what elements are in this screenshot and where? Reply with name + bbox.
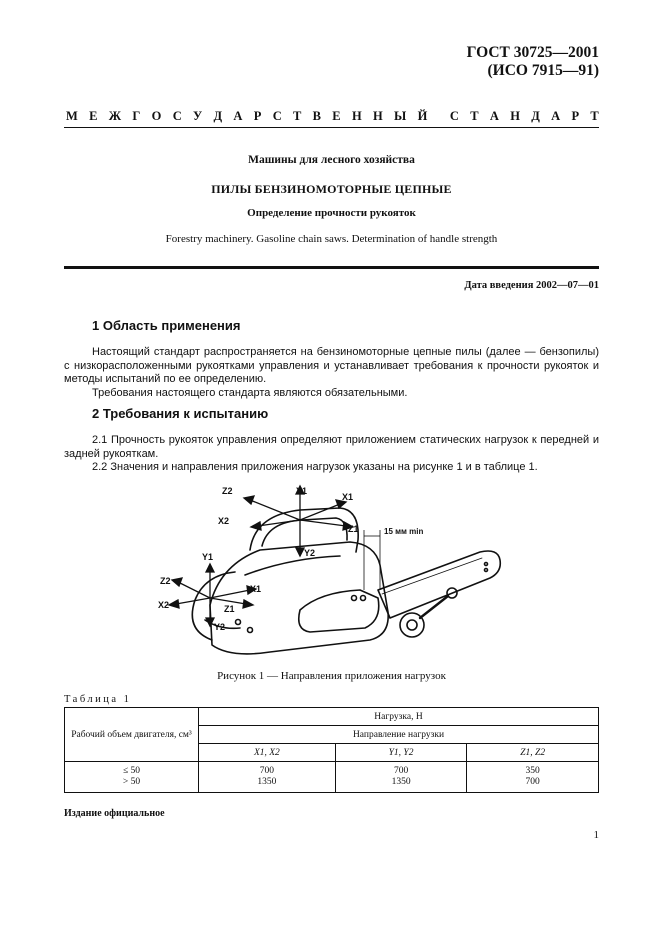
section-1-body <box>64 346 599 400</box>
guide-bar <box>378 551 500 618</box>
label-z2-rear: Z2 <box>160 576 171 586</box>
y-values: 700 1350 <box>335 762 467 793</box>
header-load: Нагрузка, Н <box>199 708 599 726</box>
chain-saw-figure <box>150 480 510 665</box>
iso-number: (ИСО 7915—91) <box>487 62 599 79</box>
gost-designation <box>467 44 599 80</box>
label-y1: Y1 <box>296 486 308 496</box>
paragraph: Требования настоящего стандарта являются обязательными. <box>92 386 408 399</box>
paragraph: Настоящий стандарт распространяется на бензиномоторные цепные пилы (далее — бензопилы) с низкорасположенными рукоятками управления и устанавливает требования к прочности рукояток и методы испытаний по ее определению. <box>64 346 599 385</box>
title-sub: Определение прочности рукояток <box>247 207 416 219</box>
saw-body <box>210 542 388 654</box>
subheader-y: Y1, Y2 <box>335 744 467 762</box>
subheader-x: X1, X2 <box>199 744 336 762</box>
loads-table <box>64 707 599 793</box>
title-main: ПИЛЫ БЕНЗИНОМОТОРНЫЕ ЦЕПНЫЕ <box>211 182 452 196</box>
label-z2: Z2 <box>222 486 233 496</box>
z-values: 350 700 <box>467 762 599 793</box>
paragraph: 2.2 Значения и направления приложения нагрузок указаны на рисунке 1 и в таблице 1. <box>92 461 538 473</box>
section-2-heading: 2 Требования к испытанию <box>92 406 269 421</box>
x-values: 700 1350 <box>199 762 336 793</box>
label-y2: Y2 <box>304 548 316 558</box>
interstate-standard-banner: М Е Ж Г О С У Д А Р С Т В Е Н Н Ы Й С Т А Н Д А Р Т <box>66 109 599 123</box>
title-divider <box>64 266 599 269</box>
section-1-heading: 1 Область применения <box>92 318 241 333</box>
label-x2-rear: X2 <box>158 600 170 610</box>
label-x1: X1 <box>342 492 354 502</box>
subheader-z: Z1, Z2 <box>467 744 599 762</box>
table-title: Таблица 1 <box>64 694 132 705</box>
introduction-date: Дата введения 2002—07—01 <box>464 280 599 291</box>
title-category: Машины для лесного хозяйства <box>248 154 415 166</box>
paragraph: 2.1 Прочность рукояток управления определяют приложением статических нагрузок к передней и задней рукояткам. <box>64 434 599 460</box>
page-number: 1 <box>593 829 599 841</box>
label-y1-rear: Y1 <box>202 552 214 562</box>
header-divider <box>64 127 599 128</box>
label-y2-rear: Y2 <box>214 622 226 632</box>
label-min-distance: 15 мм min <box>384 527 424 536</box>
header-direction: Направление нагрузки <box>199 726 599 744</box>
label-z1-rear: Z1 <box>224 604 235 614</box>
title-english: Forestry machinery. Gasoline chain saws. Determination of handle strength <box>165 233 498 245</box>
section-2-body <box>64 434 599 475</box>
header-engine-volume: Рабочий объем двигателя, см³ <box>65 708 199 762</box>
gost-number: ГОСТ 30725—2001 <box>466 44 599 61</box>
label-z1: Z1 <box>348 524 359 534</box>
official-edition: Издание официальное <box>64 808 165 819</box>
label-x2: X2 <box>218 516 230 526</box>
table-row <box>65 762 599 793</box>
figure-caption: Рисунок 1 — Направления приложения нагрузок <box>217 670 446 682</box>
label-x1-rear: X1 <box>250 584 262 594</box>
engine-values: ≤ 50 > 50 <box>65 762 199 793</box>
